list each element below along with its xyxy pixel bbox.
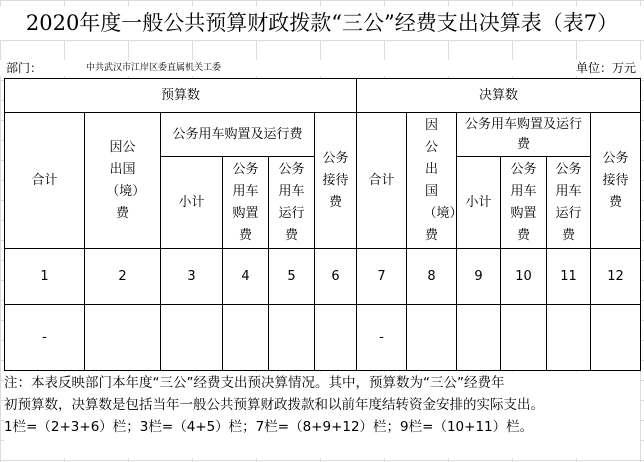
budget-reception-header — [315, 113, 357, 249]
budget-operation-header — [269, 157, 315, 249]
column-number: 10 — [501, 249, 547, 305]
budget-group-header: 预算数 — [5, 79, 357, 113]
final-vehicle-group-label: 公务用车购置及运行费 — [464, 116, 582, 152]
column-number: 4 — [223, 249, 269, 305]
footnote-line: 1栏=（2+3+6）栏；3栏=（4+5）栏；7栏=（8+9+12）栏；9栏=（10+11）栏。 — [4, 419, 534, 435]
footnote — [4, 372, 640, 458]
value-cell — [501, 305, 547, 371]
value-cell: - — [357, 305, 407, 371]
final-total-header: 合计 — [357, 113, 407, 249]
budget-subtotal-header: 小计 — [161, 157, 223, 249]
final-operation-header — [547, 157, 591, 249]
final-purchase-header — [501, 157, 547, 249]
column-number: 6 — [315, 249, 357, 305]
column-number: 7 — [357, 249, 407, 305]
column-number: 9 — [457, 249, 501, 305]
column-number-row — [5, 249, 641, 305]
value-cell — [85, 305, 161, 371]
final-subtotal-header: 小计 — [457, 157, 501, 249]
budget-total-header: 合计 — [5, 113, 85, 249]
budget-purchase-header — [223, 157, 269, 249]
column-number: 8 — [407, 249, 457, 305]
final-reception-header — [591, 113, 641, 249]
final-vehicle-group-header — [457, 113, 591, 157]
budget-operation-label: 公务用车运行费 — [278, 161, 305, 243]
footnote-line: 注：本表反映部门本年度“三公”经费支出预决算情况。其中，预算数为“三公”经费年 — [4, 375, 505, 391]
final-purchase-label: 公务用车购置费 — [510, 161, 537, 243]
final-abroad-header — [407, 113, 463, 249]
value-cell — [591, 305, 641, 371]
column-number: 5 — [269, 249, 315, 305]
column-number: 11 — [547, 249, 591, 305]
value-cell — [161, 305, 223, 371]
column-number: 12 — [591, 249, 641, 305]
final-abroad-label: 因公出国（境）费 — [423, 117, 463, 243]
budget-abroad-label: 因公出国（境）费 — [106, 139, 139, 221]
value-row — [5, 305, 641, 371]
dept-row — [0, 60, 644, 76]
column-number: 3 — [161, 249, 223, 305]
value-cell — [547, 305, 591, 371]
value-cell — [269, 305, 315, 371]
value-cell: - — [5, 305, 85, 371]
final-reception-label: 公务接待费 — [602, 150, 629, 210]
budget-purchase-label: 公务用车购置费 — [232, 161, 259, 243]
value-cell — [223, 305, 269, 371]
column-number: 1 — [5, 249, 85, 305]
dept-label: 部门： — [6, 61, 43, 75]
value-cell — [407, 305, 457, 371]
value-cell — [315, 305, 357, 371]
dept-name: 中共武汉市江岸区委直属机关工委 — [86, 63, 222, 73]
budget-vehicle-group-header: 公务用车购置及运行费 — [161, 113, 315, 157]
table-title: 2020年度一般公共预算财政拨款“三公”经费支出决算表（表7） — [0, 6, 644, 40]
value-cell — [457, 305, 501, 371]
column-number: 2 — [85, 249, 161, 305]
budget-abroad-header — [85, 113, 161, 249]
budget-reception-label: 公务接待费 — [322, 150, 349, 210]
final-group-header: 决算数 — [357, 79, 641, 113]
final-operation-label: 公务用车运行费 — [555, 161, 582, 243]
footnote-line: 初预算数，决算数是包括当年一般公共预算财政拨款和以前年度结转资金安排的实际支出。 — [4, 397, 544, 413]
unit-label: 单位：万元 — [575, 61, 636, 75]
expense-table — [4, 78, 641, 371]
